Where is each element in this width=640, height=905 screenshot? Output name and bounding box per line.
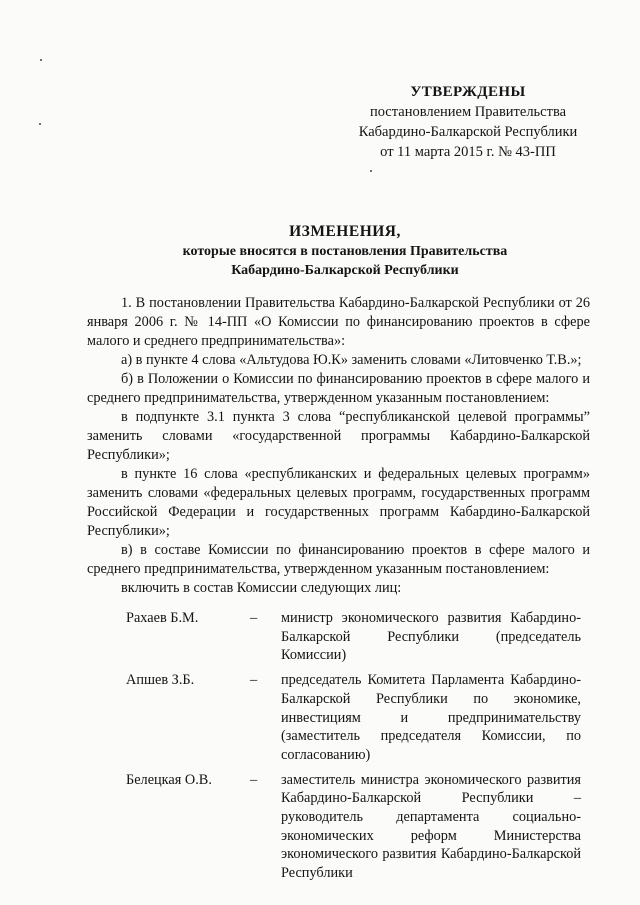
member-dash: – (250, 610, 258, 626)
list-item (126, 771, 581, 883)
document-body (87, 294, 590, 598)
member-role: министр экономического развития Кабардино-Балкарской Республики (председатель Комиссии) (281, 610, 581, 664)
member-name: Апшев З.Б. (126, 672, 195, 689)
approval-title: УТВЕРЖДЕНЫ (410, 84, 526, 100)
member-dash: – (250, 672, 258, 689)
paragraph: 1. В постановлении Правительства Кабардино-Балкарской Республики от 26 января 2006 г. № 14-ПП «О Комиссии по финансированию проектов в сфере малого и среднего предпринимательства»: (87, 295, 590, 349)
paragraph: а) в пункте 4 слова «Альтудова Ю.К» заменить словами «Литовченко Т.В.»; (121, 352, 582, 368)
paragraph: в подпункте 3.1 пункта 3 слова “республиканской целевой программы” заменить словами «государственной программы Кабардино-Балкарской Республики»; (87, 409, 590, 463)
document-title: ИЗМЕНЕНИЯ, (289, 223, 401, 240)
scan-speck (40, 59, 42, 61)
paragraph: б) в Положении о Комиссии по финансированию проектов в сфере малого и среднего предпринимательства, утвержденном указанным постановлением: (87, 371, 590, 406)
approval-line: постановлением Правительства (369, 104, 567, 120)
member-dash: – (250, 771, 258, 788)
changes-heading (90, 222, 600, 280)
member-role: председатель Комитета Парламента Кабардино-Балкарской Республики по экономике, инвестициям и предпринимательству (заместитель председателя Комиссии, по согласованию) (281, 672, 581, 763)
member-name: Белецкая О.В. (126, 771, 212, 788)
document-subtitle: которые вносятся в постановления Правительства (182, 244, 508, 259)
scan-speck (370, 170, 372, 172)
paragraph: включить в состав Комиссии следующих лиц: (121, 580, 402, 596)
approval-line: Кабардино-Балкарской Республики (358, 124, 578, 140)
document-subtitle: Кабардино-Балкарской Республики (231, 263, 459, 278)
member-name: Рахаев Б.М. (126, 610, 199, 626)
approval-date-line: от 11 марта 2015 г. № 43-ПП (380, 144, 556, 160)
approval-block (330, 82, 606, 162)
paragraph: в пункте 16 слова «республиканских и федеральных целевых программ» заменить словами «федеральных целевых программ, государственных программ Российской Федерации и государственных программ Кабардино-Балкарской Республики»; (87, 466, 590, 539)
commission-members-list (126, 609, 581, 889)
paragraph: в) в составе Комиссии по финансированию проектов в сфере малого и среднего предпринимательства, утвержденном указанным постановлением: (87, 542, 590, 577)
list-item (126, 671, 581, 765)
scan-speck (39, 123, 41, 125)
list-item (126, 609, 581, 665)
member-role: заместитель министра экономического развития Кабардино-Балкарской Республики – руководитель департамента социально-экономических реформ Министерства экономического развития Кабардино-Балкарской Республики (281, 771, 581, 882)
